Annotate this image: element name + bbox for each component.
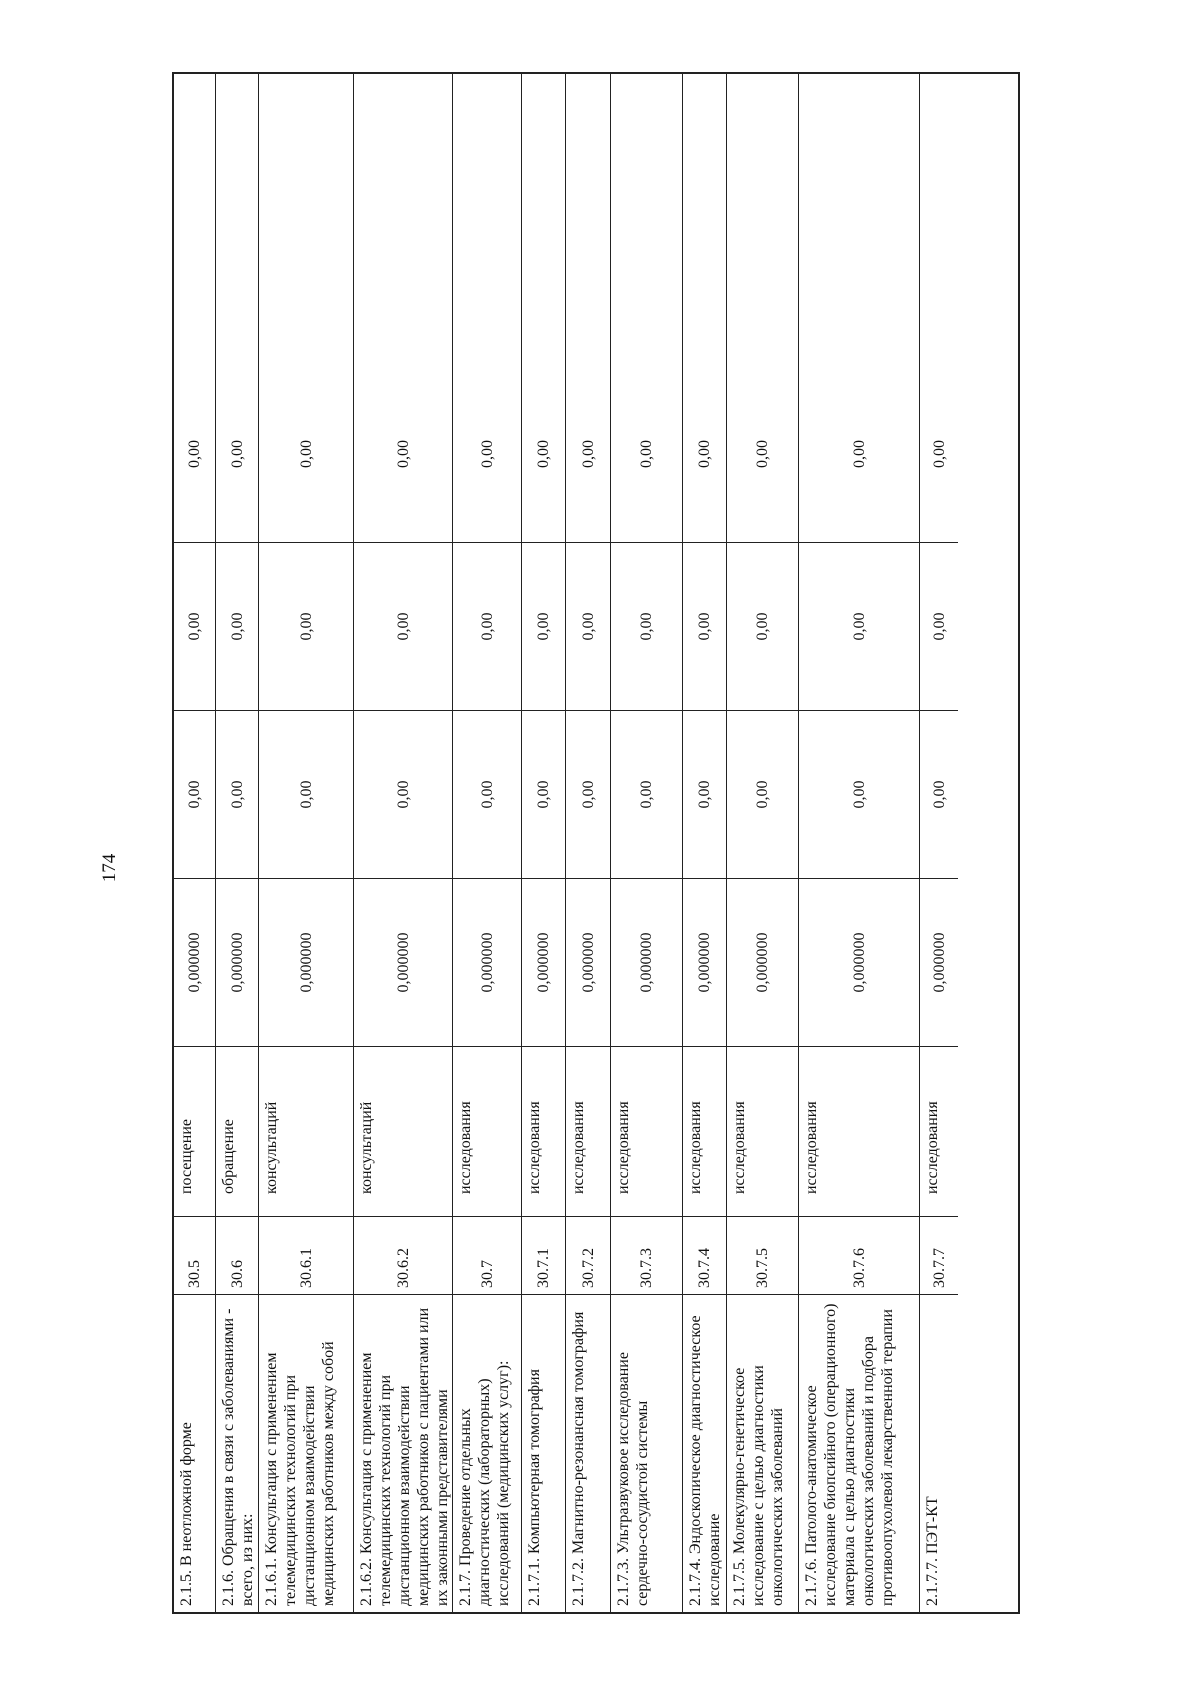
cell-name: 2.1.7.6. Патолого-анатомическое исследование биопсийного (операционного) материала с целью диагностики онкологических заболеваний и подбора противоопухолевой лекарственной терапии [799,1294,919,1612]
cell-unit: обращение [216,1046,258,1216]
cell-value-3: 0,00 [216,542,258,710]
cell-value-3: 0,00 [683,542,726,710]
cell-code: 30.5 [174,1216,215,1294]
cell-value-4: 0,00 [930,440,948,468]
table-row [799,74,920,1612]
table-row [453,74,522,1612]
cell-value-2: 0,00 [683,710,726,878]
cell-value-2: 0,00 [259,710,353,878]
cell-code: 30.7.1 [522,1216,565,1294]
cell-value-2: 0,00 [566,710,610,878]
cell-name: 2.1.5. В неотложной форме [174,1294,215,1612]
cell-value-4: 0,00 [638,440,655,468]
cell-code: 30.7.7 [920,1216,958,1294]
cell-name: 2.1.7. Проведение отдельных диагностических (лабораторных) исследований (медицинских услуг): [453,1294,521,1612]
cell-name: 2.1.7.7. ПЭТ-КТ [920,1294,958,1612]
cell-value-1: 0,000000 [566,878,610,1046]
cell-code: 30.7.4 [683,1216,726,1294]
cell-value-1: 0,000000 [799,878,919,1046]
cell-code: 30.6.2 [354,1216,452,1294]
cell-unit: исследования [566,1046,610,1216]
cell-value-4: 0,00 [696,440,713,468]
cell-unit: исследования [920,1046,958,1216]
table-row [174,74,216,1612]
cell-unit: посещение [174,1046,215,1216]
cell-value-4: 0,00 [228,440,246,468]
cell-code: 30.7.5 [727,1216,798,1294]
cell-value-2: 0,00 [354,710,452,878]
cell-code: 30.6 [216,1216,258,1294]
cell-code: 30.6.1 [259,1216,353,1294]
cell-name: 2.1.7.5. Молекулярно-генетическое исследование с целью диагностики онкологических заболеваний [727,1294,798,1612]
cell-name: 2.1.7.2. Магнитно-резонансная томография [566,1294,610,1612]
cell-value-3: 0,00 [522,542,565,710]
cell-value-4: 0,00 [478,440,496,468]
cell-code: 30.7 [453,1216,521,1294]
table-row [920,74,958,1612]
cell-value-3: 0,00 [727,542,798,710]
cell-value-3: 0,00 [799,542,919,710]
table-row [611,74,683,1612]
cell-value-3: 0,00 [354,542,452,710]
cell-value-2: 0,00 [611,710,682,878]
cell-unit: исследования [727,1046,798,1216]
cell-name: 2.1.7.4. Эндоскопическое диагностическое исследование [683,1294,726,1612]
cell-name: 2.1.6.1. Консультация с применением телемедицинских технологий при дистанционном взаимодействии медицинских работников между собой [259,1294,353,1612]
table-row [522,74,566,1612]
data-table [172,72,1020,1614]
cell-name: 2.1.6. Обращения в связи с заболеваниями - всего, из них: [216,1294,258,1612]
cell-name: 2.1.7.3. Ультразвуковое исследование сердечно-сосудистой системы [611,1294,682,1612]
table-row [216,74,259,1612]
cell-unit: исследования [683,1046,726,1216]
cell-value-2: 0,00 [453,710,521,878]
cell-value-1: 0,000000 [174,878,215,1046]
cell-value-3: 0,00 [566,542,610,710]
cell-unit: исследования [611,1046,682,1216]
cell-code: 30.7.3 [611,1216,682,1294]
cell-code: 30.7.2 [566,1216,610,1294]
table-row [354,74,453,1612]
cell-name: 2.1.6.2. Консультация с применением телемедицинских технологий при дистанционном взаимодействии медицинских работников с пациентами или их законными представителями [354,1294,452,1612]
cell-value-3: 0,00 [611,542,682,710]
cell-value-1: 0,000000 [683,878,726,1046]
cell-value-4: 0,00 [394,440,412,468]
table-row [683,74,727,1612]
cell-name: 2.1.7.1. Компьютерная томография [522,1294,565,1612]
cell-value-1: 0,000000 [216,878,258,1046]
cell-unit: исследования [522,1046,565,1216]
cell-unit: исследования [453,1046,521,1216]
cell-value-1: 0,000000 [259,878,353,1046]
cell-value-1: 0,000000 [920,878,958,1046]
cell-value-3: 0,00 [174,542,215,710]
cell-value-2: 0,00 [799,710,919,878]
table-row [566,74,611,1612]
cell-value-1: 0,000000 [727,878,798,1046]
cell-code: 30.7.6 [799,1216,919,1294]
cell-unit: консультаций [354,1046,452,1216]
cell-value-4: 0,00 [186,440,203,468]
cell-value-1: 0,000000 [522,878,565,1046]
cell-value-3: 0,00 [259,542,353,710]
cell-value-4: 0,00 [535,440,552,468]
cell-value-2: 0,00 [216,710,258,878]
cell-value-1: 0,000000 [354,878,452,1046]
table-row [259,74,354,1612]
cell-value-4: 0,00 [850,440,868,468]
cell-value-4: 0,00 [297,440,315,468]
cell-value-2: 0,00 [727,710,798,878]
cell-value-3: 0,00 [453,542,521,710]
cell-value-2: 0,00 [174,710,215,878]
page-number: 174 [99,853,120,883]
cell-value-3: 0,00 [920,542,958,710]
cell-unit: консультаций [259,1046,353,1216]
cell-value-4: 0,00 [754,440,771,468]
cell-value-1: 0,000000 [453,878,521,1046]
cell-unit: исследования [799,1046,919,1216]
rotated-table-body [174,74,1018,1612]
table-row [727,74,799,1612]
cell-value-4: 0,00 [579,440,597,468]
cell-value-1: 0,000000 [611,878,682,1046]
cell-value-2: 0,00 [522,710,565,878]
cell-value-2: 0,00 [920,710,958,878]
